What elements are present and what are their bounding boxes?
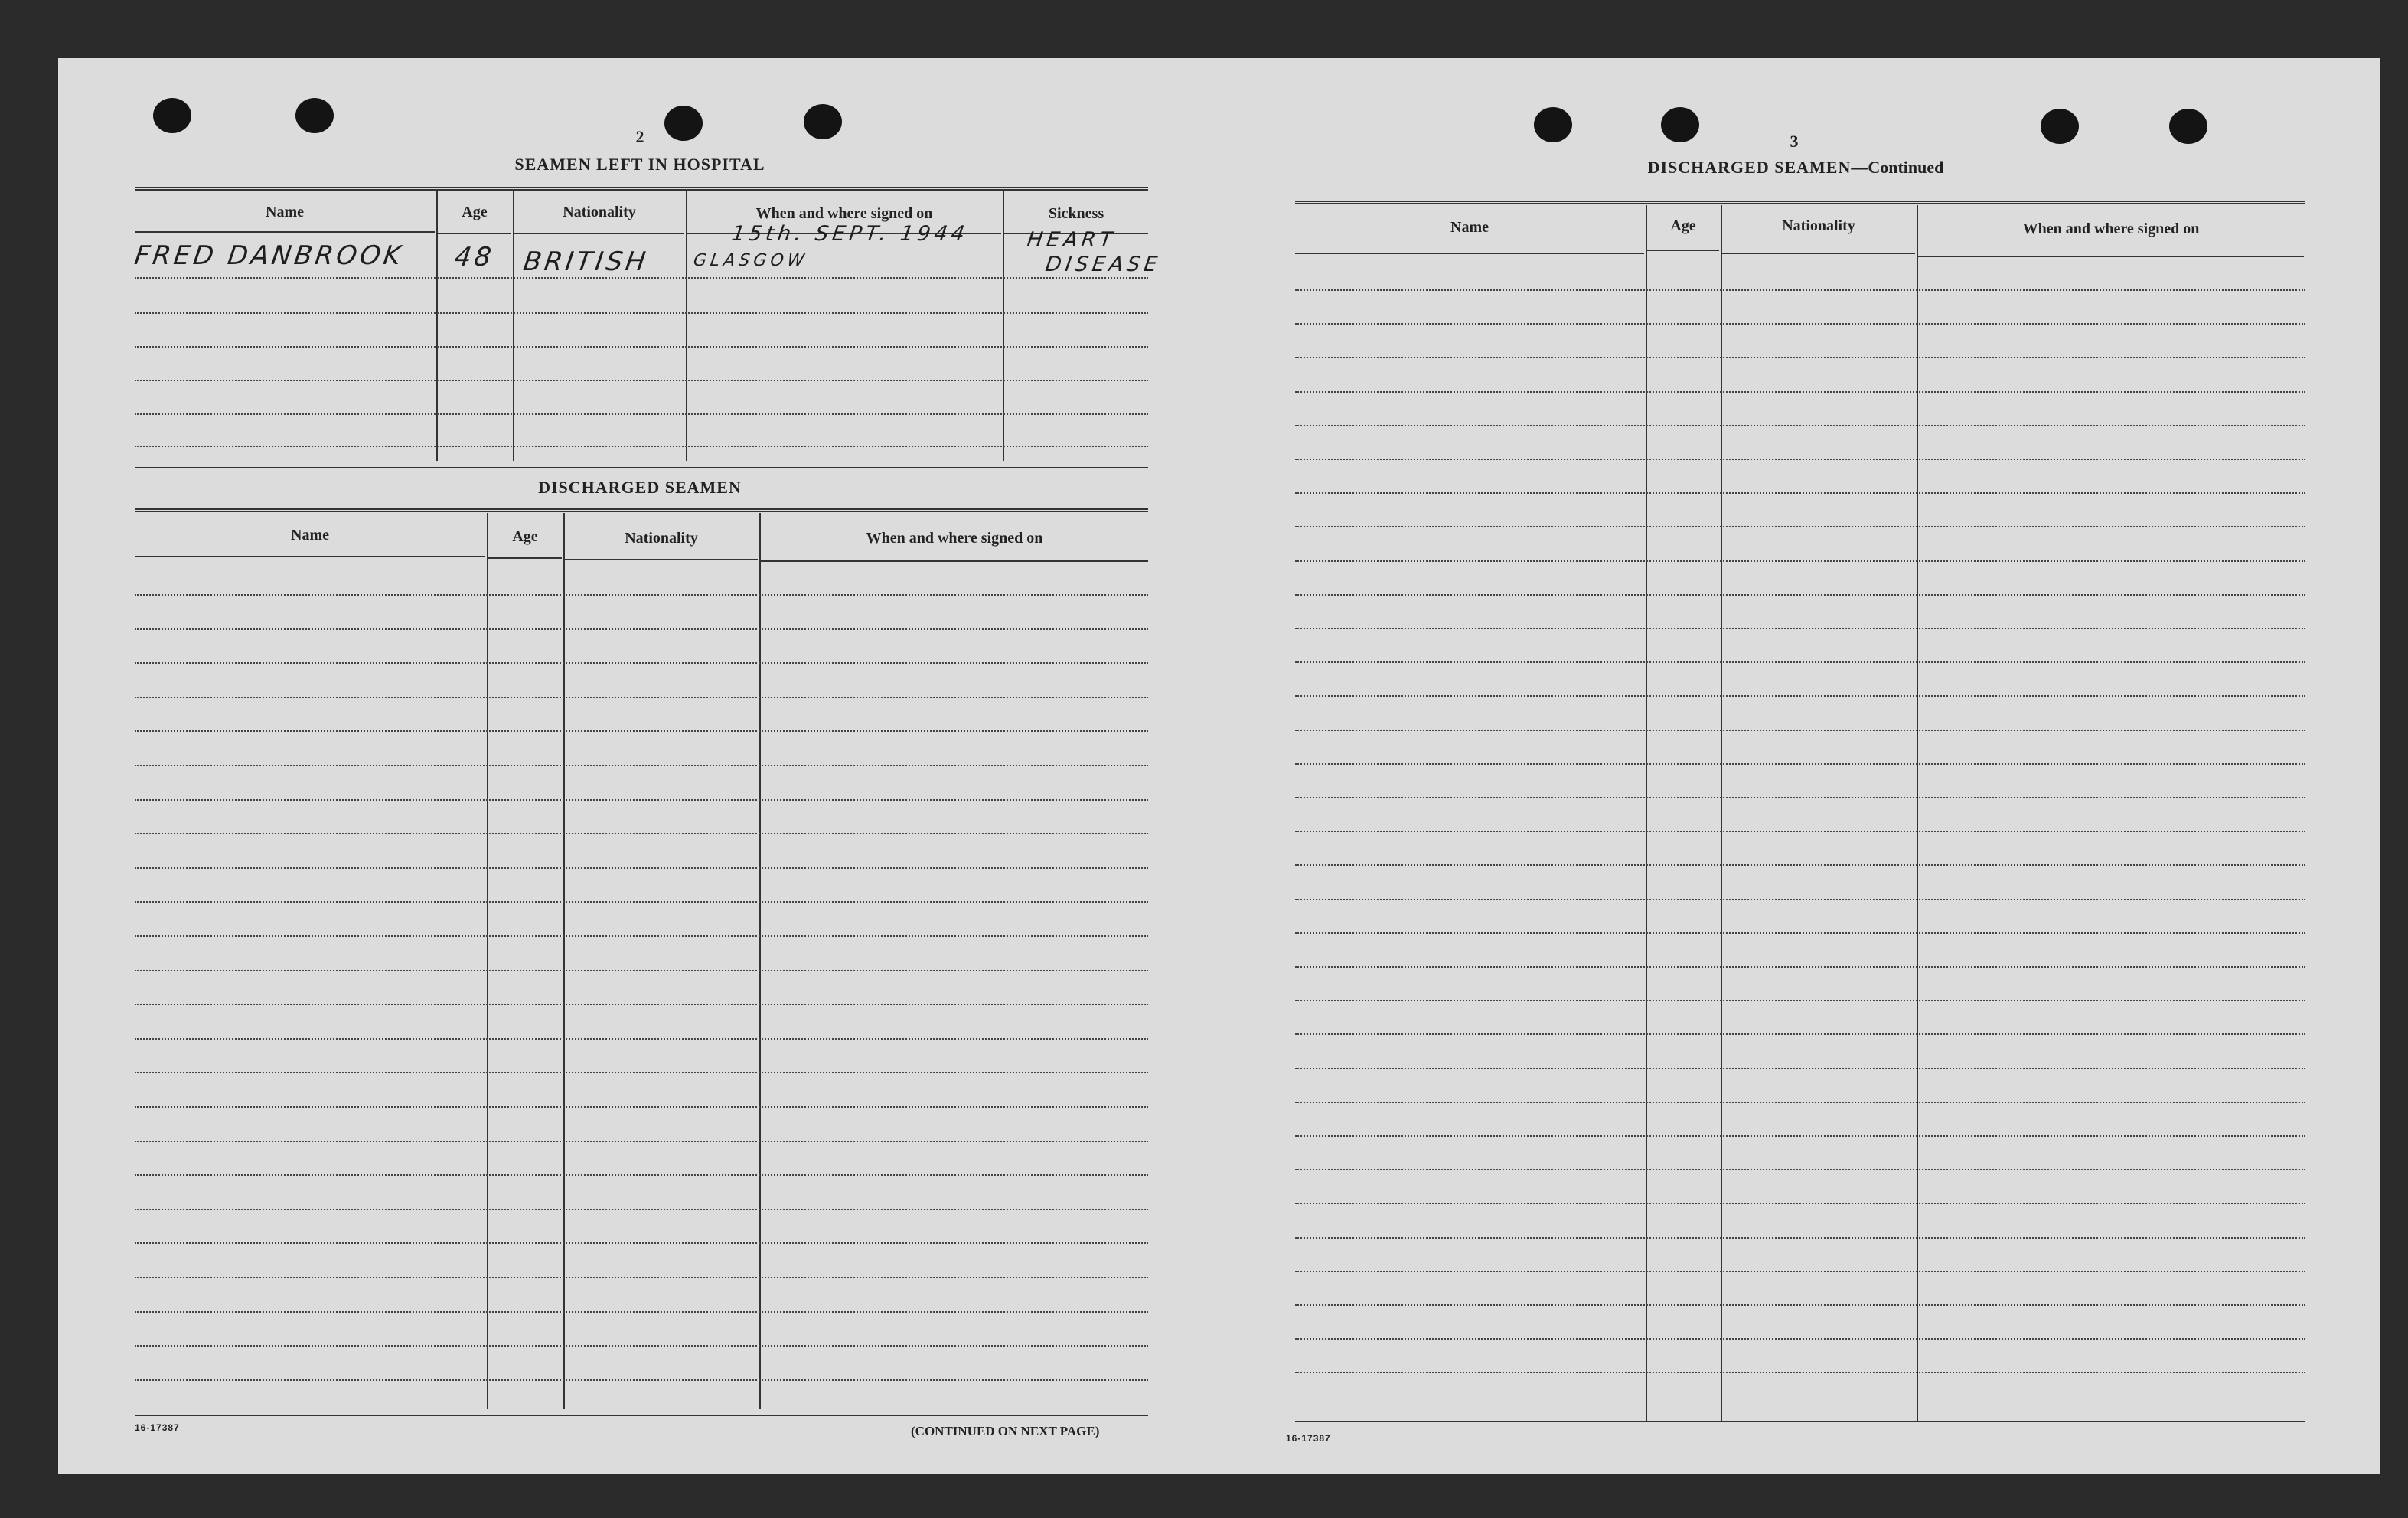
ruled-line	[135, 935, 1148, 937]
hospital-column-divider	[1003, 190, 1004, 461]
ruled-line	[135, 1277, 1148, 1278]
hospital-entry-name: FRED DANBROOK	[132, 240, 406, 271]
ruled-line	[1295, 1271, 2305, 1272]
ruled-line	[135, 1345, 1148, 1347]
ruled-line	[1295, 289, 2305, 291]
hospital-row-rule	[135, 446, 1148, 447]
ruled-line	[135, 1209, 1148, 1210]
ruled-line	[135, 697, 1148, 698]
hospital-entry-sickness-line1: HEART	[1025, 228, 1118, 252]
ruled-line	[1295, 1169, 2305, 1170]
ruled-line	[1295, 560, 2305, 562]
hospital-entry-age: 48	[452, 242, 497, 273]
punch-hole	[804, 104, 842, 139]
discharged-table-bottom-rule	[135, 1415, 1148, 1416]
discharged-header-nationality: Nationality	[625, 530, 698, 547]
ruled-line	[135, 799, 1148, 801]
hospital-column-divider	[686, 190, 687, 461]
discharged-header-signed-on: When and where signed on	[866, 530, 1043, 547]
ruled-line	[1295, 661, 2305, 663]
ruled-line	[1295, 1068, 2305, 1069]
ruled-line	[1295, 323, 2305, 325]
left-page-number: 2	[635, 127, 644, 146]
ruled-line	[1295, 763, 2305, 765]
right-form-number: 16-17387	[1286, 1433, 1331, 1444]
ruled-line	[135, 1242, 1148, 1244]
discharged-column-divider	[487, 513, 488, 1409]
continued-column-divider	[1646, 205, 1647, 1422]
discharged-continued-title-sub: —Continued	[1851, 158, 1944, 177]
ruled-line	[135, 628, 1148, 630]
punch-hole	[295, 98, 334, 133]
ruled-line	[1295, 932, 2305, 934]
continued-header-signed-on: When and where signed on	[2022, 220, 2200, 237]
continued-header-rule	[1918, 256, 2304, 257]
discharged-continued-title-main: DISCHARGED SEAMEN	[1647, 158, 1852, 177]
continued-table-bottom-rule	[1295, 1421, 2305, 1422]
hospital-header-nationality: Nationality	[563, 204, 636, 220]
ruled-line	[1295, 391, 2305, 393]
ruled-line	[1295, 730, 2305, 731]
continued-footer: (CONTINUED ON NEXT PAGE)	[911, 1424, 1100, 1438]
ruled-line	[1295, 628, 2305, 629]
hospital-table-top-rule	[135, 187, 1148, 191]
punch-hole	[153, 98, 191, 133]
ruled-line	[135, 1004, 1148, 1005]
hospital-header-rule	[135, 231, 435, 233]
hospital-entry-place: GLASGOW	[692, 251, 810, 270]
hospital-row-rule	[135, 380, 1148, 381]
ruled-line	[135, 1141, 1148, 1142]
hospital-row-rule	[135, 277, 1148, 279]
ruled-line	[135, 1106, 1148, 1108]
hospital-header-sickness: Sickness	[1048, 205, 1104, 222]
ruled-line	[1295, 966, 2305, 968]
hospital-column-divider	[436, 190, 438, 461]
ruled-line	[135, 867, 1148, 869]
ruled-line	[1295, 492, 2305, 494]
hospital-header-rule	[514, 233, 684, 234]
ruled-line	[1295, 1033, 2305, 1035]
ruled-line	[1295, 357, 2305, 358]
ruled-line	[1295, 1102, 2305, 1103]
hospital-header-name: Name	[266, 204, 304, 220]
ruled-line	[135, 833, 1148, 834]
ruled-line	[135, 730, 1148, 732]
continued-header-rule	[1722, 253, 1915, 254]
ruled-line	[1295, 797, 2305, 798]
ruled-line	[1295, 831, 2305, 832]
discharged-header-age: Age	[512, 528, 538, 545]
ruled-line	[1295, 1338, 2305, 1340]
ruled-line	[135, 1174, 1148, 1176]
continued-header-rule	[1295, 253, 1644, 254]
ruled-line	[1295, 459, 2305, 460]
ruled-line	[1295, 425, 2305, 426]
ruled-line	[1295, 1304, 2305, 1306]
ruled-line	[135, 1379, 1148, 1381]
hospital-entry-nationality: BRITISH	[521, 246, 651, 277]
right-page-number: 3	[1790, 132, 1799, 151]
hospital-entry-sickness-line2: DISEASE	[1043, 253, 1163, 276]
discharged-header-rule	[565, 559, 758, 560]
ruled-line	[135, 1072, 1148, 1073]
ruled-line	[135, 594, 1148, 596]
punch-hole	[2041, 109, 2079, 144]
ledger-sheet	[58, 58, 2380, 1474]
continued-column-divider	[1917, 205, 1918, 1422]
hospital-table-bottom-rule	[135, 467, 1148, 468]
continued-table-top-rule	[1295, 201, 2305, 204]
ruled-line	[135, 901, 1148, 903]
ruled-line	[1295, 526, 2305, 527]
discharged-section-title: DISCHARGED SEAMEN	[538, 478, 742, 497]
continued-header-age: Age	[1670, 217, 1696, 234]
ruled-line	[1295, 899, 2305, 900]
ruled-line	[1295, 1203, 2305, 1204]
discharged-header-name: Name	[291, 527, 329, 544]
discharged-continued-title	[1375, 158, 2217, 178]
ruled-line	[135, 765, 1148, 766]
ruled-line	[1295, 1237, 2305, 1239]
ruled-line	[135, 1311, 1148, 1313]
left-form-number: 16-17387	[135, 1422, 180, 1433]
discharged-header-rule	[488, 557, 562, 559]
hospital-section-title: SEAMEN LEFT IN HOSPITAL	[514, 155, 765, 174]
hospital-row-rule	[135, 413, 1148, 415]
ruled-line	[135, 1038, 1148, 1040]
ruled-line	[1295, 1372, 2305, 1373]
discharged-header-rule	[761, 560, 1148, 562]
ruled-line	[1295, 864, 2305, 866]
hospital-column-divider	[513, 190, 514, 461]
punch-hole	[2169, 109, 2207, 144]
discharged-table-top-rule	[135, 508, 1148, 512]
ruled-line	[1295, 1000, 2305, 1001]
hospital-header-age: Age	[462, 204, 488, 220]
continued-header-rule	[1647, 250, 1719, 251]
punch-hole	[1534, 107, 1572, 142]
continued-header-name: Name	[1450, 219, 1489, 236]
discharged-column-divider	[759, 513, 761, 1409]
hospital-entry-date: 15th. SEPT. 1944	[729, 222, 971, 246]
ruled-line	[1295, 695, 2305, 697]
discharged-header-rule	[135, 556, 485, 557]
ruled-line	[1295, 1135, 2305, 1137]
discharged-column-divider	[563, 513, 565, 1409]
continued-column-divider	[1721, 205, 1722, 1422]
ruled-line	[1295, 594, 2305, 596]
hospital-header-signed-on: When and where signed on	[755, 205, 933, 222]
ruled-line	[135, 970, 1148, 971]
punch-hole	[1661, 107, 1699, 142]
continued-header-nationality: Nationality	[1782, 217, 1855, 234]
hospital-header-rule	[438, 233, 511, 234]
hospital-row-rule	[135, 346, 1148, 348]
hospital-row-rule	[135, 312, 1148, 314]
ruled-line	[135, 662, 1148, 664]
